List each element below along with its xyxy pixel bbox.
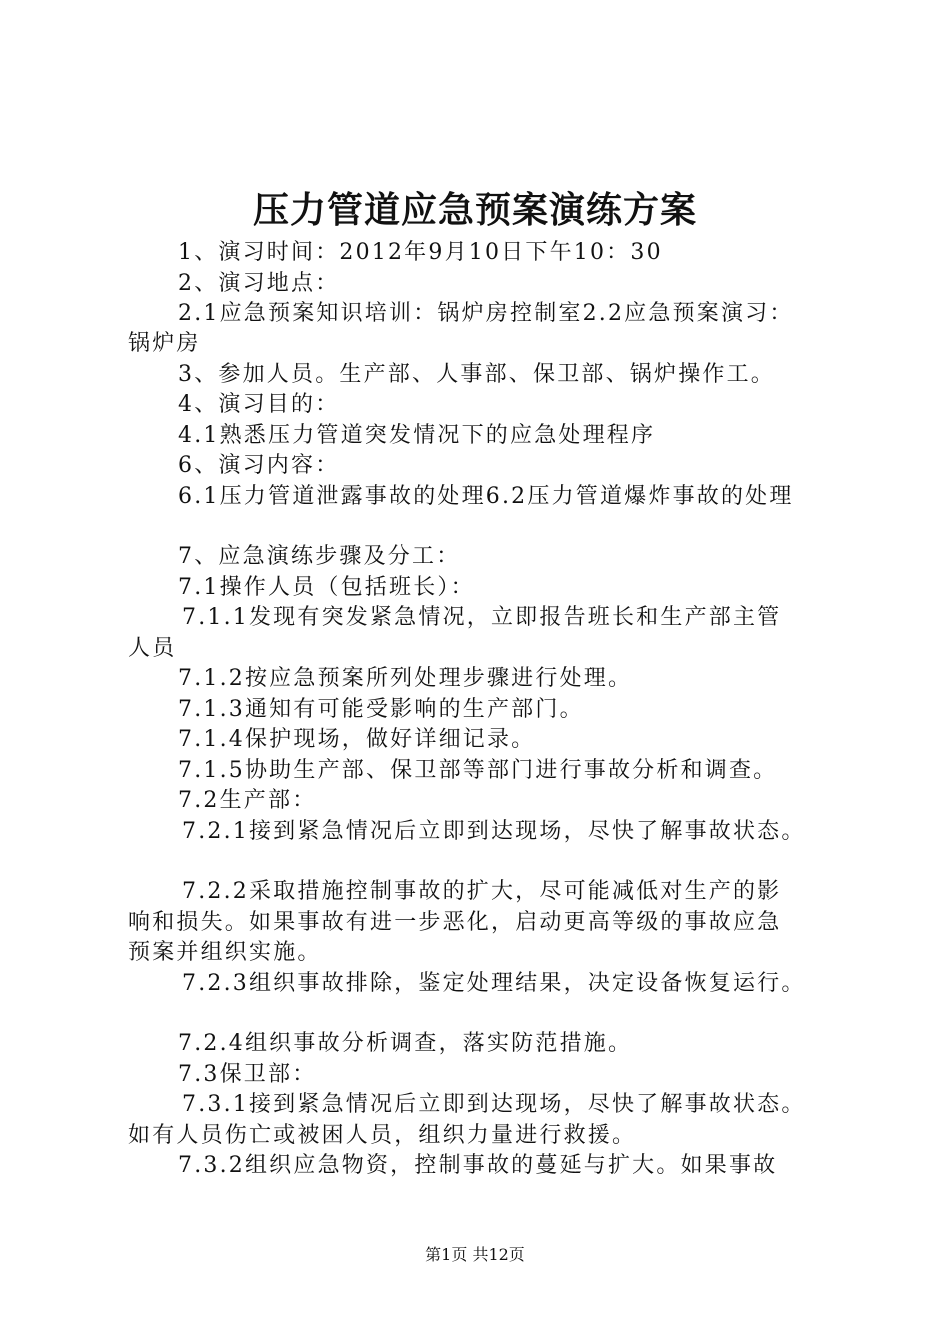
body-line: 7.3保卫部：	[178, 1062, 317, 1087]
body-line: 4.1熟悉压力管道突发情况下的应急处理程序	[178, 423, 656, 448]
body-line: 7.1.5协助生产部、保卫部等部门进行事故分析和调查。	[178, 758, 778, 783]
document-title: 压力管道应急预案演练方案	[252, 189, 697, 231]
body-line: 3、参加人员。生产部、人事部、保卫部、锅炉操作工。	[178, 362, 775, 387]
body-line: 7、应急演练步骤及分工：	[178, 544, 461, 569]
body-line: 7.3.2组织应急物资，控制事故的蔓延与扩大。如果事故	[178, 1153, 778, 1178]
body-line: 7.1.1发现有突发紧急情况，立即报告班长和生产部主管	[182, 605, 782, 630]
body-line: 2.1应急预案知识培训：锅炉房控制室2.2应急预案演习：	[178, 301, 794, 326]
body-line: 6.1压力管道泄露事故的处理6.2压力管道爆炸事故的处理	[178, 484, 794, 509]
body-line: 7.1.4保护现场，做好详细记录。	[178, 727, 536, 752]
body-line: 人员	[128, 636, 177, 661]
body-line: 7.2.3组织事故排除，鉴定处理结果，决定设备恢复运行。	[182, 971, 806, 996]
page-footer: 第1页 共12页	[425, 1245, 525, 1264]
body-line: 7.2.4组织事故分析调查，落实防范措施。	[178, 1031, 633, 1056]
body-line: 响和损失。如果事故有进一步恶化，启动更高等级的事故应急	[128, 910, 782, 935]
body-line: 锅炉房	[128, 331, 201, 356]
body-line: 4、演习目的：	[178, 392, 340, 417]
body-line: 7.1.3通知有可能受影响的生产部门。	[178, 697, 584, 722]
body-line: 7.2.2采取措施控制事故的扩大，尽可能减低对生产的影	[182, 879, 782, 904]
body-line: 1、演习时间：2012年9月10日下午10：30	[178, 240, 663, 265]
body-line: 6、演习内容：	[178, 453, 340, 478]
body-line: 7.3.1接到紧急情况后立即到达现场，尽快了解事故状态。	[182, 1092, 806, 1117]
body-line: 如有人员伤亡或被困人员，组织力量进行救援。	[128, 1123, 637, 1148]
body-line: 7.2生产部：	[178, 788, 317, 813]
body-line: 2、演习地点：	[178, 271, 340, 296]
body-line: 7.1操作人员（包括班长）：	[178, 575, 475, 600]
body-line: 7.1.2按应急预案所列处理步骤进行处理。	[178, 666, 633, 691]
body-line: 7.2.1接到紧急情况后立即到达现场，尽快了解事故状态。	[182, 819, 806, 844]
body-line: 预案并组织实施。	[128, 940, 322, 965]
